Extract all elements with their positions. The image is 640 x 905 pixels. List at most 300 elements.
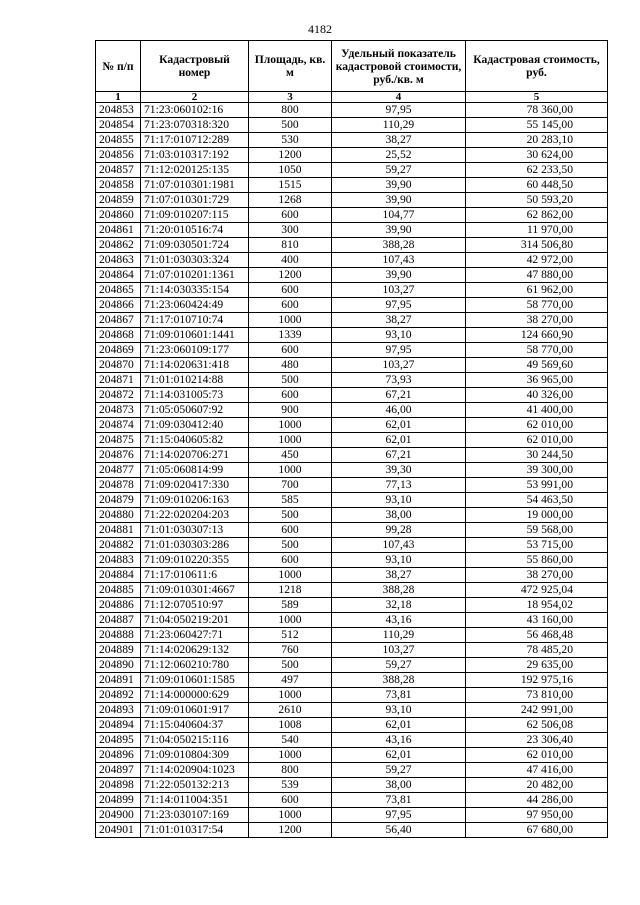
- area-cell: 1000: [249, 463, 332, 478]
- row-number-cell: 204858: [96, 178, 141, 193]
- area-cell: 1218: [249, 583, 332, 598]
- cadastral-number-cell: 71:22:050132:213: [141, 778, 249, 793]
- specific-value-cell: 38,27: [332, 133, 466, 148]
- specific-value-cell: 59,27: [332, 763, 466, 778]
- row-number-cell: 204870: [96, 358, 141, 373]
- row-number-cell: 204879: [96, 493, 141, 508]
- specific-value-cell: 388,28: [332, 583, 466, 598]
- row-number-cell: 204864: [96, 268, 141, 283]
- cadastral-number-cell: 71:04:050215:116: [141, 733, 249, 748]
- cadastral-value-cell: 18 954,02: [466, 598, 608, 613]
- cadastral-value-cell: 78 485,20: [466, 643, 608, 658]
- table-row: [96, 343, 608, 358]
- cadastral-number-cell: 71:12:060210:780: [141, 658, 249, 673]
- area-cell: 1268: [249, 193, 332, 208]
- cadastral-value-cell: 58 770,00: [466, 298, 608, 313]
- specific-value-cell: 97,95: [332, 343, 466, 358]
- header-row: [96, 41, 608, 92]
- cadastral-number-cell: 71:23:070318:320: [141, 118, 249, 133]
- table-row: [96, 493, 608, 508]
- row-number-cell: 204886: [96, 598, 141, 613]
- cadastral-value-cell: 59 568,00: [466, 523, 608, 538]
- specific-value-cell: 38,00: [332, 778, 466, 793]
- specific-value-cell: 38,00: [332, 508, 466, 523]
- row-number-cell: 204892: [96, 688, 141, 703]
- cadastral-value-cell: 55 860,00: [466, 553, 608, 568]
- cadastral-value-cell: 47 416,00: [466, 763, 608, 778]
- table-row: [96, 808, 608, 823]
- area-cell: 585: [249, 493, 332, 508]
- table-row: [96, 643, 608, 658]
- table-row: [96, 118, 608, 133]
- area-cell: 1000: [249, 688, 332, 703]
- specific-value-cell: 59,27: [332, 163, 466, 178]
- cadastral-value-cell: 54 463,50: [466, 493, 608, 508]
- header-cadastral-number: Кадастровый номер: [141, 41, 249, 92]
- area-cell: 600: [249, 553, 332, 568]
- row-number-cell: 204899: [96, 793, 141, 808]
- row-number-cell: 204880: [96, 508, 141, 523]
- specific-value-cell: 73,81: [332, 793, 466, 808]
- cadastral-value-cell: 36 965,00: [466, 373, 608, 388]
- area-cell: 1000: [249, 808, 332, 823]
- row-number-cell: 204875: [96, 433, 141, 448]
- specific-value-cell: 93,10: [332, 703, 466, 718]
- area-cell: 760: [249, 643, 332, 658]
- cadastral-value-cell: 55 145,00: [466, 118, 608, 133]
- area-cell: 539: [249, 778, 332, 793]
- row-number-cell: 204874: [96, 418, 141, 433]
- table-row: [96, 598, 608, 613]
- table-row: [96, 793, 608, 808]
- specific-value-cell: 110,29: [332, 118, 466, 133]
- table-row: [96, 568, 608, 583]
- area-cell: 810: [249, 238, 332, 253]
- area-cell: 500: [249, 658, 332, 673]
- cadastral-number-cell: 71:14:011004:351: [141, 793, 249, 808]
- area-cell: 1000: [249, 433, 332, 448]
- area-cell: 500: [249, 538, 332, 553]
- cadastral-number-cell: 71:03:010317:192: [141, 148, 249, 163]
- cadastral-value-cell: 30 244,50: [466, 448, 608, 463]
- table-row: [96, 283, 608, 298]
- row-number-cell: 204888: [96, 628, 141, 643]
- specific-value-cell: 32,18: [332, 598, 466, 613]
- area-cell: 800: [249, 103, 332, 118]
- area-cell: 540: [249, 733, 332, 748]
- area-cell: 1000: [249, 418, 332, 433]
- cadastral-number-cell: 71:14:000000:629: [141, 688, 249, 703]
- table-row: [96, 373, 608, 388]
- specific-value-cell: 110,29: [332, 628, 466, 643]
- cadastral-value-cell: 30 624,00: [466, 148, 608, 163]
- area-cell: 589: [249, 598, 332, 613]
- table-row: [96, 268, 608, 283]
- specific-value-cell: 99,28: [332, 523, 466, 538]
- column-number: 3: [249, 92, 332, 103]
- specific-value-cell: 62,01: [332, 748, 466, 763]
- cadastral-value-cell: 19 000,00: [466, 508, 608, 523]
- area-cell: 1000: [249, 613, 332, 628]
- cadastral-number-cell: 71:15:040605:82: [141, 433, 249, 448]
- cadastral-number-cell: 71:09:010804:309: [141, 748, 249, 763]
- cadastral-number-cell: 71:09:010601:1441: [141, 328, 249, 343]
- header-area: Площадь, кв. м: [249, 41, 332, 92]
- specific-value-cell: 107,43: [332, 253, 466, 268]
- specific-value-cell: 93,10: [332, 553, 466, 568]
- specific-value-cell: 104,77: [332, 208, 466, 223]
- table-row: [96, 238, 608, 253]
- cadastral-value-cell: 314 506,80: [466, 238, 608, 253]
- cadastral-value-cell: 472 925,04: [466, 583, 608, 598]
- cadastral-number-cell: 71:05:060814:99: [141, 463, 249, 478]
- area-cell: 1000: [249, 568, 332, 583]
- area-cell: 1200: [249, 268, 332, 283]
- table-row: [96, 148, 608, 163]
- cadastral-value-cell: 40 326,00: [466, 388, 608, 403]
- area-cell: 800: [249, 763, 332, 778]
- row-number-cell: 204878: [96, 478, 141, 493]
- column-number: 2: [141, 92, 249, 103]
- table-row: [96, 508, 608, 523]
- row-number-cell: 204882: [96, 538, 141, 553]
- cadastral-number-cell: 71:23:060109:177: [141, 343, 249, 358]
- specific-value-cell: 97,95: [332, 103, 466, 118]
- cadastral-value-cell: 38 270,00: [466, 568, 608, 583]
- area-cell: 500: [249, 373, 332, 388]
- area-cell: 480: [249, 358, 332, 373]
- cadastral-value-cell: 49 569,60: [466, 358, 608, 373]
- cadastral-number-cell: 71:20:010516:74: [141, 223, 249, 238]
- specific-value-cell: 62,01: [332, 718, 466, 733]
- table-row: [96, 133, 608, 148]
- cadastral-number-cell: 71:09:030501:724: [141, 238, 249, 253]
- table-row: [96, 538, 608, 553]
- header-cadastral-value: Кадастровая стоимость, руб.: [466, 41, 608, 92]
- area-cell: 1000: [249, 748, 332, 763]
- cadastral-number-cell: 71:14:020631:418: [141, 358, 249, 373]
- cadastral-number-cell: 71:09:010601:917: [141, 703, 249, 718]
- column-number: 1: [96, 92, 141, 103]
- table-row: [96, 748, 608, 763]
- row-number-cell: 204885: [96, 583, 141, 598]
- table-row: [96, 673, 608, 688]
- specific-value-cell: 43,16: [332, 733, 466, 748]
- row-number-cell: 204853: [96, 103, 141, 118]
- table-row: [96, 358, 608, 373]
- row-number-cell: 204898: [96, 778, 141, 793]
- cadastral-value-cell: 39 300,00: [466, 463, 608, 478]
- header-specific-value: Удельный показатель кадастровой стоимости, руб./кв. м: [332, 41, 466, 92]
- row-number-cell: 204876: [96, 448, 141, 463]
- table-row: [96, 193, 608, 208]
- specific-value-cell: 103,27: [332, 283, 466, 298]
- table-row: [96, 463, 608, 478]
- cadastral-value-cell: 11 970,00: [466, 223, 608, 238]
- cadastral-number-cell: 71:01:010317:54: [141, 823, 249, 838]
- area-cell: 450: [249, 448, 332, 463]
- specific-value-cell: 25,52: [332, 148, 466, 163]
- table-row: [96, 688, 608, 703]
- cadastral-number-cell: 71:23:060427:71: [141, 628, 249, 643]
- specific-value-cell: 39,90: [332, 223, 466, 238]
- cadastral-value-cell: 53 991,00: [466, 478, 608, 493]
- specific-value-cell: 59,27: [332, 658, 466, 673]
- table-row: [96, 448, 608, 463]
- row-number-cell: 204896: [96, 748, 141, 763]
- table-row: [96, 658, 608, 673]
- cadastral-number-cell: 71:14:020629:132: [141, 643, 249, 658]
- table-row: [96, 403, 608, 418]
- cadastral-value-cell: 242 991,00: [466, 703, 608, 718]
- specific-value-cell: 77,13: [332, 478, 466, 493]
- table-row: [96, 553, 608, 568]
- specific-value-cell: 103,27: [332, 643, 466, 658]
- row-number-cell: 204889: [96, 643, 141, 658]
- row-number-cell: 204872: [96, 388, 141, 403]
- cadastral-value-cell: 60 448,50: [466, 178, 608, 193]
- cadastral-number-cell: 71:01:030307:13: [141, 523, 249, 538]
- cadastral-number-cell: 71:09:030412:40: [141, 418, 249, 433]
- cadastral-value-cell: 61 962,00: [466, 283, 608, 298]
- area-cell: 1515: [249, 178, 332, 193]
- column-number: 5: [466, 92, 608, 103]
- cadastral-number-cell: 71:01:030303:324: [141, 253, 249, 268]
- specific-value-cell: 38,27: [332, 313, 466, 328]
- cadastral-number-cell: 71:22:020204:203: [141, 508, 249, 523]
- row-number-cell: 204863: [96, 253, 141, 268]
- row-number-cell: 204900: [96, 808, 141, 823]
- area-cell: 530: [249, 133, 332, 148]
- area-cell: 600: [249, 343, 332, 358]
- cadastral-value-cell: 38 270,00: [466, 313, 608, 328]
- cadastral-value-cell: 20 482,00: [466, 778, 608, 793]
- specific-value-cell: 388,28: [332, 673, 466, 688]
- specific-value-cell: 103,27: [332, 358, 466, 373]
- cadastral-value-cell: 62 233,50: [466, 163, 608, 178]
- specific-value-cell: 62,01: [332, 433, 466, 448]
- cadastral-value-cell: 41 400,00: [466, 403, 608, 418]
- area-cell: 1339: [249, 328, 332, 343]
- area-cell: 600: [249, 793, 332, 808]
- table-row: [96, 823, 608, 838]
- cadastral-number-cell: 71:09:010601:1585: [141, 673, 249, 688]
- area-cell: 600: [249, 298, 332, 313]
- table-row: [96, 628, 608, 643]
- table-row: [96, 253, 608, 268]
- cadastral-number-cell: 71:07:010301:729: [141, 193, 249, 208]
- row-number-cell: 204887: [96, 613, 141, 628]
- cadastral-number-cell: 71:17:010710:74: [141, 313, 249, 328]
- row-number-cell: 204856: [96, 148, 141, 163]
- table-row: [96, 208, 608, 223]
- table-row: [96, 418, 608, 433]
- cadastral-number-cell: 71:01:030303:286: [141, 538, 249, 553]
- specific-value-cell: 62,01: [332, 418, 466, 433]
- row-number-cell: 204854: [96, 118, 141, 133]
- specific-value-cell: 39,90: [332, 193, 466, 208]
- specific-value-cell: 93,10: [332, 328, 466, 343]
- cadastral-number-cell: 71:14:031005:73: [141, 388, 249, 403]
- table-row: [96, 178, 608, 193]
- table-row: [96, 223, 608, 238]
- row-number-cell: 204901: [96, 823, 141, 838]
- area-cell: 1200: [249, 148, 332, 163]
- specific-value-cell: 93,10: [332, 493, 466, 508]
- area-cell: 1008: [249, 718, 332, 733]
- column-number: 4: [332, 92, 466, 103]
- row-number-cell: 204894: [96, 718, 141, 733]
- cadastral-number-cell: 71:12:070510:97: [141, 598, 249, 613]
- area-cell: 497: [249, 673, 332, 688]
- cadastral-value-cell: 44 286,00: [466, 793, 608, 808]
- table-row: [96, 433, 608, 448]
- row-number-cell: 204873: [96, 403, 141, 418]
- specific-value-cell: 73,93: [332, 373, 466, 388]
- table-row: [96, 523, 608, 538]
- cadastral-number-cell: 71:09:020417:330: [141, 478, 249, 493]
- specific-value-cell: 46,00: [332, 403, 466, 418]
- area-cell: 1000: [249, 313, 332, 328]
- table-row: [96, 778, 608, 793]
- cadastral-value-cell: 62 506,08: [466, 718, 608, 733]
- cadastral-number-cell: 71:17:010712:289: [141, 133, 249, 148]
- table-row: [96, 718, 608, 733]
- cadastral-number-cell: 71:07:010201:1361: [141, 268, 249, 283]
- cadastral-number-cell: 71:04:050219:201: [141, 613, 249, 628]
- area-cell: 500: [249, 508, 332, 523]
- cadastral-value-cell: 192 975,16: [466, 673, 608, 688]
- row-number-cell: 204857: [96, 163, 141, 178]
- table-row: [96, 763, 608, 778]
- table-row: [96, 478, 608, 493]
- row-number-cell: 204871: [96, 373, 141, 388]
- cadastral-number-cell: 71:14:020904:1023: [141, 763, 249, 778]
- specific-value-cell: 388,28: [332, 238, 466, 253]
- row-number-cell: 204862: [96, 238, 141, 253]
- row-number-cell: 204855: [96, 133, 141, 148]
- area-cell: 500: [249, 118, 332, 133]
- table-row: [96, 613, 608, 628]
- row-number-cell: 204883: [96, 553, 141, 568]
- area-cell: 600: [249, 523, 332, 538]
- row-number-cell: 204868: [96, 328, 141, 343]
- cadastral-value-cell: 62 862,00: [466, 208, 608, 223]
- specific-value-cell: 107,43: [332, 538, 466, 553]
- row-number-cell: 204866: [96, 298, 141, 313]
- specific-value-cell: 39,30: [332, 463, 466, 478]
- area-cell: 512: [249, 628, 332, 643]
- row-number-cell: 204861: [96, 223, 141, 238]
- row-number-cell: 204891: [96, 673, 141, 688]
- table-body: [96, 103, 608, 838]
- cadastral-value-cell: 78 360,00: [466, 103, 608, 118]
- row-number-cell: 204860: [96, 208, 141, 223]
- cadastral-value-table: [95, 40, 608, 838]
- cadastral-value-cell: 23 306,40: [466, 733, 608, 748]
- specific-value-cell: 97,95: [332, 808, 466, 823]
- cadastral-value-cell: 62 010,00: [466, 748, 608, 763]
- header-row-number: № п/п: [96, 41, 141, 92]
- cadastral-value-cell: 67 680,00: [466, 823, 608, 838]
- cadastral-number-cell: 71:09:010220:355: [141, 553, 249, 568]
- cadastral-value-cell: 29 635,00: [466, 658, 608, 673]
- specific-value-cell: 56,40: [332, 823, 466, 838]
- row-number-cell: 204867: [96, 313, 141, 328]
- area-cell: 2610: [249, 703, 332, 718]
- row-number-cell: 204877: [96, 463, 141, 478]
- cadastral-number-cell: 71:17:010611:6: [141, 568, 249, 583]
- row-number-cell: 204869: [96, 343, 141, 358]
- table-row: [96, 103, 608, 118]
- cadastral-value-cell: 97 950,00: [466, 808, 608, 823]
- cadastral-value-cell: 56 468,48: [466, 628, 608, 643]
- area-cell: 900: [249, 403, 332, 418]
- page-number: 4182: [308, 22, 332, 36]
- table-row: [96, 388, 608, 403]
- cadastral-number-cell: 71:14:020706:271: [141, 448, 249, 463]
- specific-value-cell: 39,90: [332, 268, 466, 283]
- cadastral-value-cell: 42 972,00: [466, 253, 608, 268]
- cadastral-number-cell: 71:01:010214:88: [141, 373, 249, 388]
- cadastral-number-cell: 71:14:030335:154: [141, 283, 249, 298]
- cadastral-number-cell: 71:09:010301:4667: [141, 583, 249, 598]
- table-row: [96, 328, 608, 343]
- cadastral-number-cell: 71:15:040604:37: [141, 718, 249, 733]
- cadastral-number-cell: 71:05:050607:92: [141, 403, 249, 418]
- area-cell: 600: [249, 283, 332, 298]
- cadastral-number-cell: 71:07:010301:1981: [141, 178, 249, 193]
- row-number-cell: 204897: [96, 763, 141, 778]
- row-number-cell: 204895: [96, 733, 141, 748]
- specific-value-cell: 39,90: [332, 178, 466, 193]
- cadastral-value-cell: 62 010,00: [466, 433, 608, 448]
- specific-value-cell: 67,21: [332, 388, 466, 403]
- column-number-row: [96, 92, 608, 103]
- row-number-cell: 204890: [96, 658, 141, 673]
- cadastral-value-cell: 53 715,00: [466, 538, 608, 553]
- cadastral-value-cell: 58 770,00: [466, 343, 608, 358]
- cadastral-value-cell: 62 010,00: [466, 418, 608, 433]
- cadastral-number-cell: 71:09:010207:115: [141, 208, 249, 223]
- cadastral-value-cell: 73 810,00: [466, 688, 608, 703]
- area-cell: 300: [249, 223, 332, 238]
- area-cell: 700: [249, 478, 332, 493]
- cadastral-number-cell: 71:12:020125:135: [141, 163, 249, 178]
- row-number-cell: 204893: [96, 703, 141, 718]
- table-row: [96, 298, 608, 313]
- cadastral-number-cell: 71:23:030107:169: [141, 808, 249, 823]
- area-cell: 400: [249, 253, 332, 268]
- cadastral-value-cell: 43 160,00: [466, 613, 608, 628]
- cadastral-value-cell: 124 660,90: [466, 328, 608, 343]
- cadastral-value-cell: 50 593,20: [466, 193, 608, 208]
- area-cell: 1050: [249, 163, 332, 178]
- cadastral-value-cell: 20 283,10: [466, 133, 608, 148]
- table-row: [96, 313, 608, 328]
- row-number-cell: 204881: [96, 523, 141, 538]
- cadastral-number-cell: 71:23:060424:49: [141, 298, 249, 313]
- area-cell: 600: [249, 208, 332, 223]
- cadastral-number-cell: 71:23:060102:16: [141, 103, 249, 118]
- specific-value-cell: 67,21: [332, 448, 466, 463]
- area-cell: 600: [249, 388, 332, 403]
- specific-value-cell: 43,16: [332, 613, 466, 628]
- specific-value-cell: 73,81: [332, 688, 466, 703]
- row-number-cell: 204859: [96, 193, 141, 208]
- area-cell: 1200: [249, 823, 332, 838]
- row-number-cell: 204884: [96, 568, 141, 583]
